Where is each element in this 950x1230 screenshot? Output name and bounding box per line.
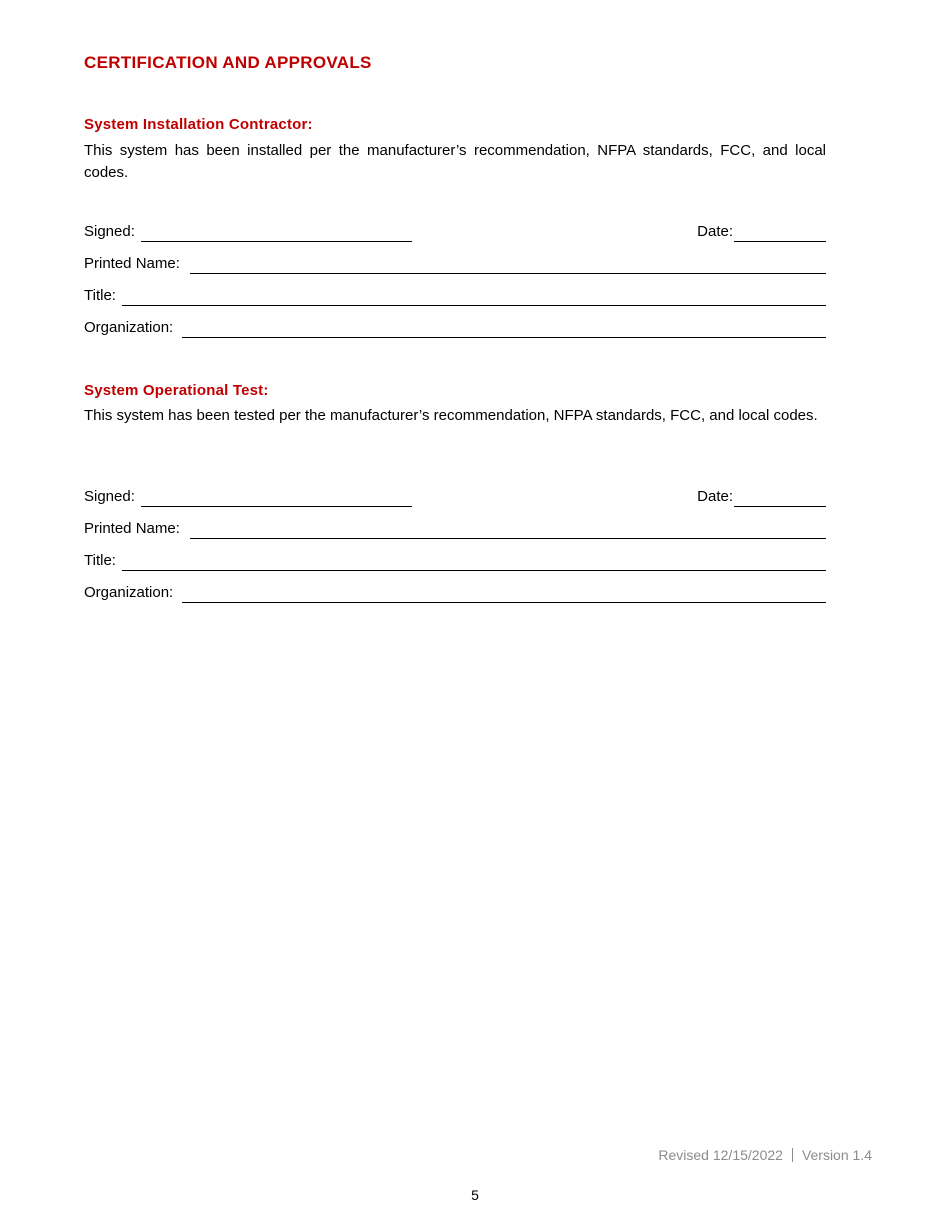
operational-organization-row [84,579,826,603]
organization-label: Organization: [84,319,174,336]
organization-label: Organization: [84,584,174,601]
title-label: Title: [84,287,116,304]
installation-statement: This system has been installed per the manufacturer’s recommendation, NFPA standards, FCC, and local codes. [84,142,826,181]
operational-title-row [84,547,826,571]
date-label: Date: [697,488,733,505]
footer-divider [792,1148,793,1162]
operational-printed-name-row [84,515,826,539]
page-title: CERTIFICATION AND APPROVALS [84,53,372,72]
installation-organization-row [84,314,826,338]
signed-field[interactable] [141,223,412,242]
revised-date: Revised 12/15/2022 [658,1147,783,1163]
operational-signed-row [84,483,826,507]
version-label: Version 1.4 [801,1147,872,1163]
printed-name-label: Printed Name: [84,255,180,272]
installation-printed-name-row [84,250,826,274]
printed-name-field[interactable] [190,255,826,274]
date-field[interactable] [734,488,826,507]
footer-revision [658,1147,872,1163]
installation-title-row [84,282,826,306]
organization-field[interactable] [182,319,826,338]
organization-field[interactable] [182,584,826,603]
signed-label: Signed: [84,223,135,240]
operational-test-section-heading: System Operational Test: [84,382,269,399]
title-label: Title: [84,552,116,569]
signed-field[interactable] [141,488,412,507]
operational-test-statement: This system has been tested per the manufacturer’s recommendation, NFPA standards, FCC, and local codes. [84,407,818,424]
page-number: 5 [471,1187,479,1203]
title-field[interactable] [122,287,826,306]
installation-signed-row [84,218,826,242]
title-field[interactable] [122,552,826,571]
date-label: Date: [697,223,733,240]
installation-section-heading: System Installation Contractor: [84,116,313,133]
printed-name-field[interactable] [190,520,826,539]
date-field[interactable] [734,223,826,242]
signed-label: Signed: [84,488,135,505]
printed-name-label: Printed Name: [84,520,180,537]
